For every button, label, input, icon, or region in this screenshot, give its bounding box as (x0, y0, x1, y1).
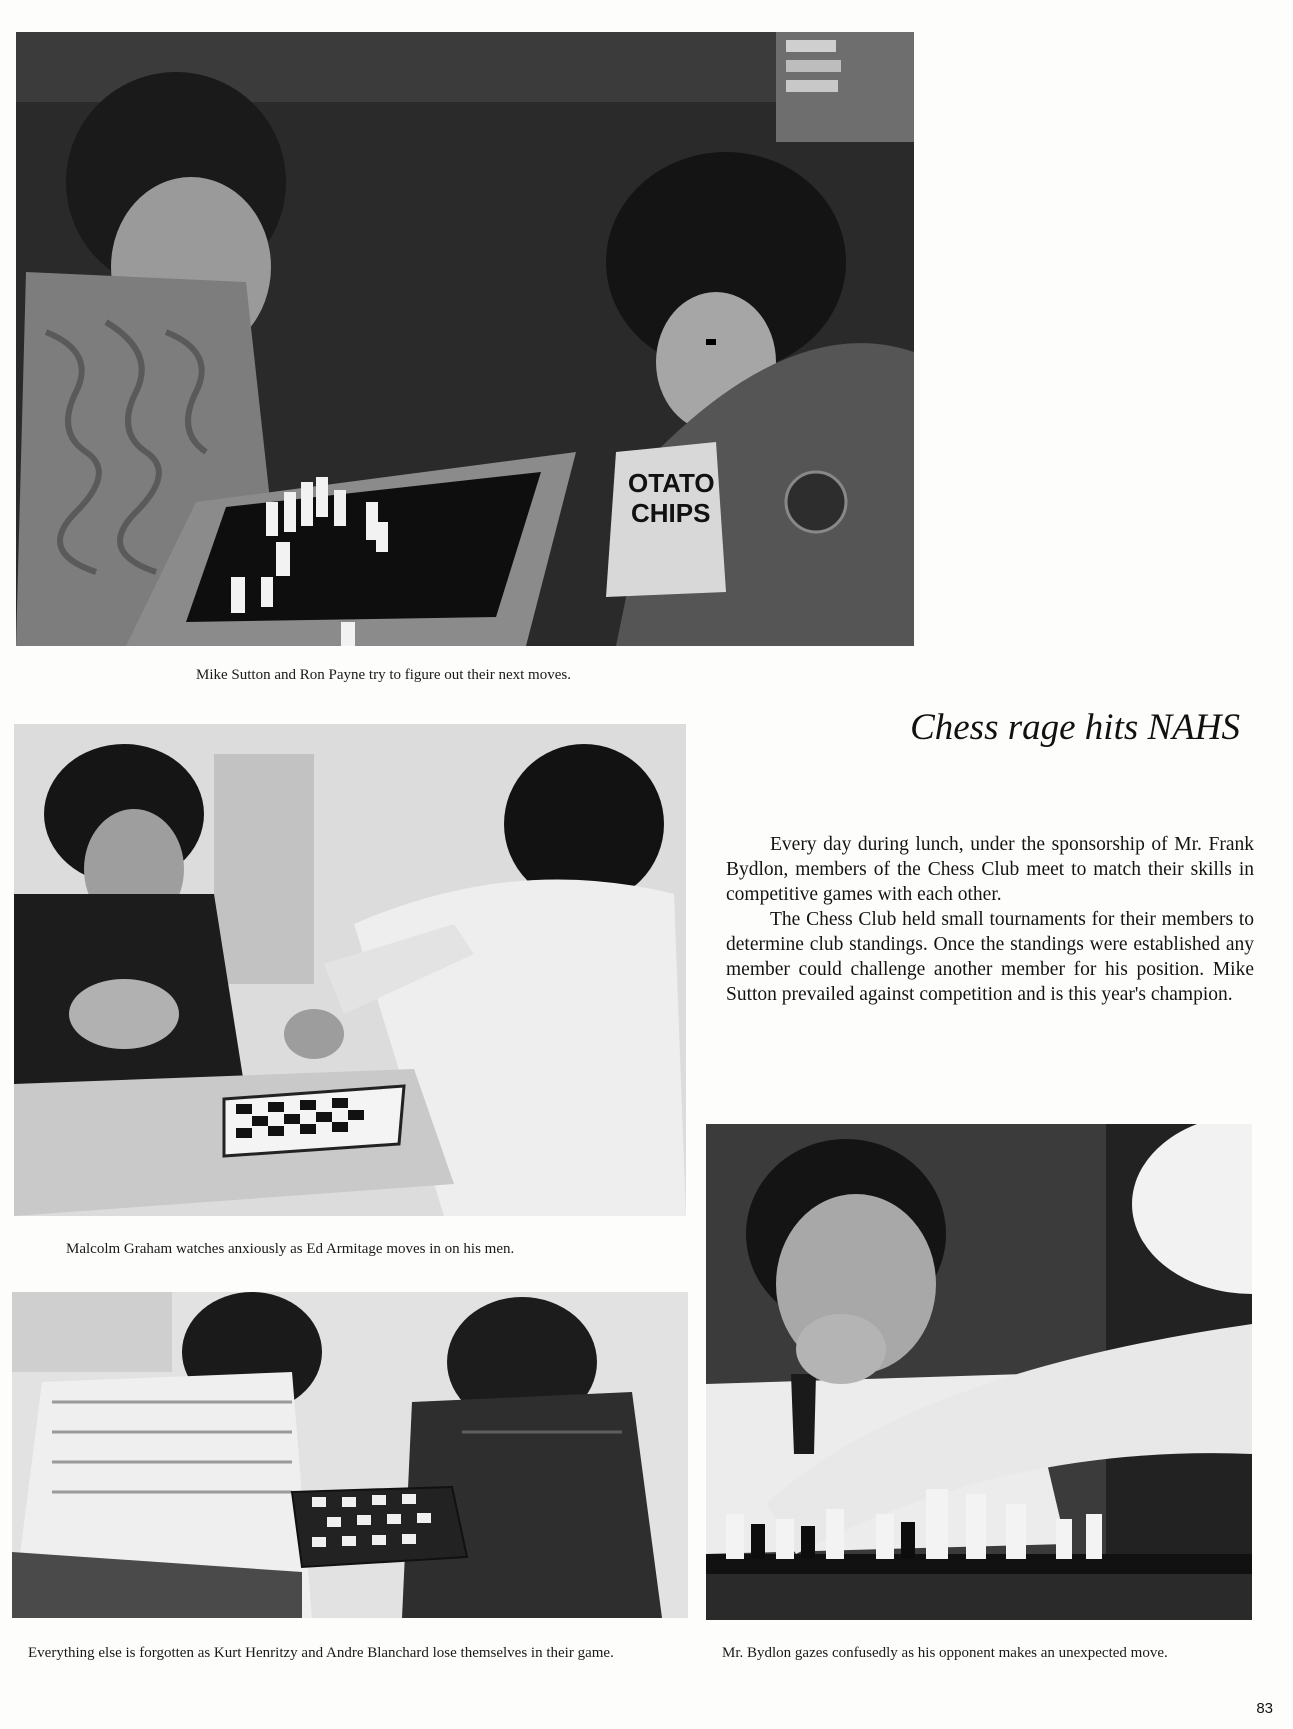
photo-mr-bydlon (706, 1124, 1252, 1620)
photo-malcolm-graham-ed-armitage (14, 724, 686, 1216)
top-photo-illustration (16, 32, 914, 646)
caption-bottom-left-photo: Everything else is forgotten as Kurt Henritzy and Andre Blanchard lose themselves in their game. (28, 1645, 614, 1661)
article-paragraph-2: The Chess Club held small tournaments for their members to determine club standings. Once the standings were established any member could challenge another member for his position. Mike Sutton prevailed against competition and is this year's champion. (726, 909, 1254, 1005)
article-headline: Chess rage hits NAHS (910, 707, 1240, 748)
page-number: 83 (1256, 1700, 1273, 1717)
article-body (726, 832, 1254, 1007)
bottom-left-photo-illustration (12, 1292, 688, 1618)
caption-bottom-right-photo: Mr. Bydlon gazes confusedly as his opponent makes an unexpected move. (722, 1645, 1168, 1661)
caption-middle-photo: Malcolm Graham watches anxiously as Ed Armitage moves in on his men. (66, 1241, 515, 1257)
middle-photo-illustration (14, 724, 686, 1216)
bottom-right-photo-illustration (706, 1124, 1252, 1620)
chips-bag-text-1: OTATO (628, 468, 715, 498)
chess-board-bottom-left (292, 1487, 467, 1567)
chess-board-middle (224, 1086, 404, 1156)
caption-top-photo: Mike Sutton and Ron Payne try to figure out their next moves. (196, 667, 571, 683)
article-paragraph-1: Every day during lunch, under the sponsorship of Mr. Frank Bydlon, members of the Chess Club meet to match their skills in competitive games with each other. (726, 834, 1254, 905)
chips-bag-text-2: CHIPS (631, 498, 711, 528)
photo-kurt-henritzy-andre-blanchard (12, 1292, 688, 1618)
photo-mike-sutton-ron-payne (16, 32, 914, 646)
